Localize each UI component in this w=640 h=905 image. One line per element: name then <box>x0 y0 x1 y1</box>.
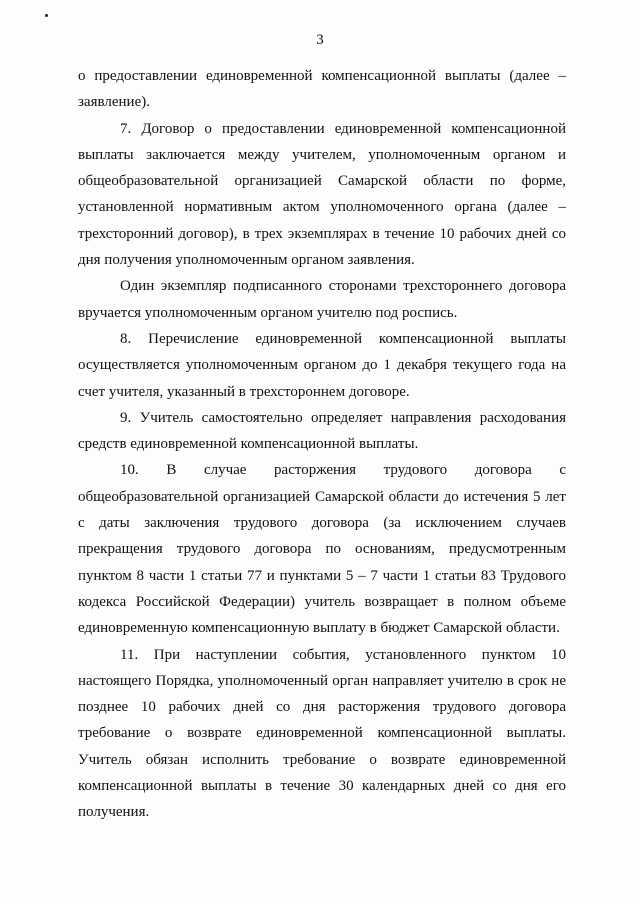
paragraph-10: 10. В случае расторжения трудового договора с общеобразовательной организацией Самарской области до истечения 5 лет с даты заключения трудового договора (за исключением случаев прекращения трудового договора по основаниям, предусмотренным пунктом 8 части 1 статьи 77 и пунктами 5 – 7 части 1 статьи 83 Трудового кодекса Российской Федерации) учитель возвращает в полном объеме единовременную компенсационную выплату в бюджет Самарской области. <box>78 462 566 637</box>
paragraph-continuation: о предоставлении единовременной компенсационной выплаты (далее – заявление). <box>78 68 566 111</box>
paragraph-9: 9. Учитель самостоятельно определяет направления расходования средств единовременной компенсационной выплаты. <box>78 409 566 453</box>
paragraph-7: 7. Договор о предоставлении единовременной компенсационной выплаты заключается между учителем, уполномоченным органом и общеобразовательной организацией Самарской области по форме, установленной нормативным актом уполномоченного органа (далее – трехсторонний договор), в трех экземплярах в течение 10 рабочих дней со дня получения уполномоченным органом заявления. <box>78 120 566 269</box>
paragraph-8: 8. Перечисление единовременной компенсационной выплаты осуществляется уполномоченным органом до 1 декабря текущего года на счет учителя, указанный в трехстороннем договоре. <box>78 330 566 400</box>
scan-speck <box>45 14 48 17</box>
paragraph-11: 11. При наступлении события, установленного пунктом 10 настоящего Порядка, уполномоченный орган направляет учителю в срок не позднее 10 рабочих дней со дня расторжения трудового договора требование о возврате единовременной компенсационной выплаты. Учитель обязан исполнить требование о возврате единовременной компенсационной выплаты в течение 30 календарных дней со дня его получения. <box>78 646 566 821</box>
paragraph-7-copy: Один экземпляр подписанного сторонами трехстороннего договора вручается уполномоченным органом учителю под роспись. <box>78 278 566 321</box>
document-body <box>78 63 566 826</box>
page-number: 3 <box>316 32 324 48</box>
